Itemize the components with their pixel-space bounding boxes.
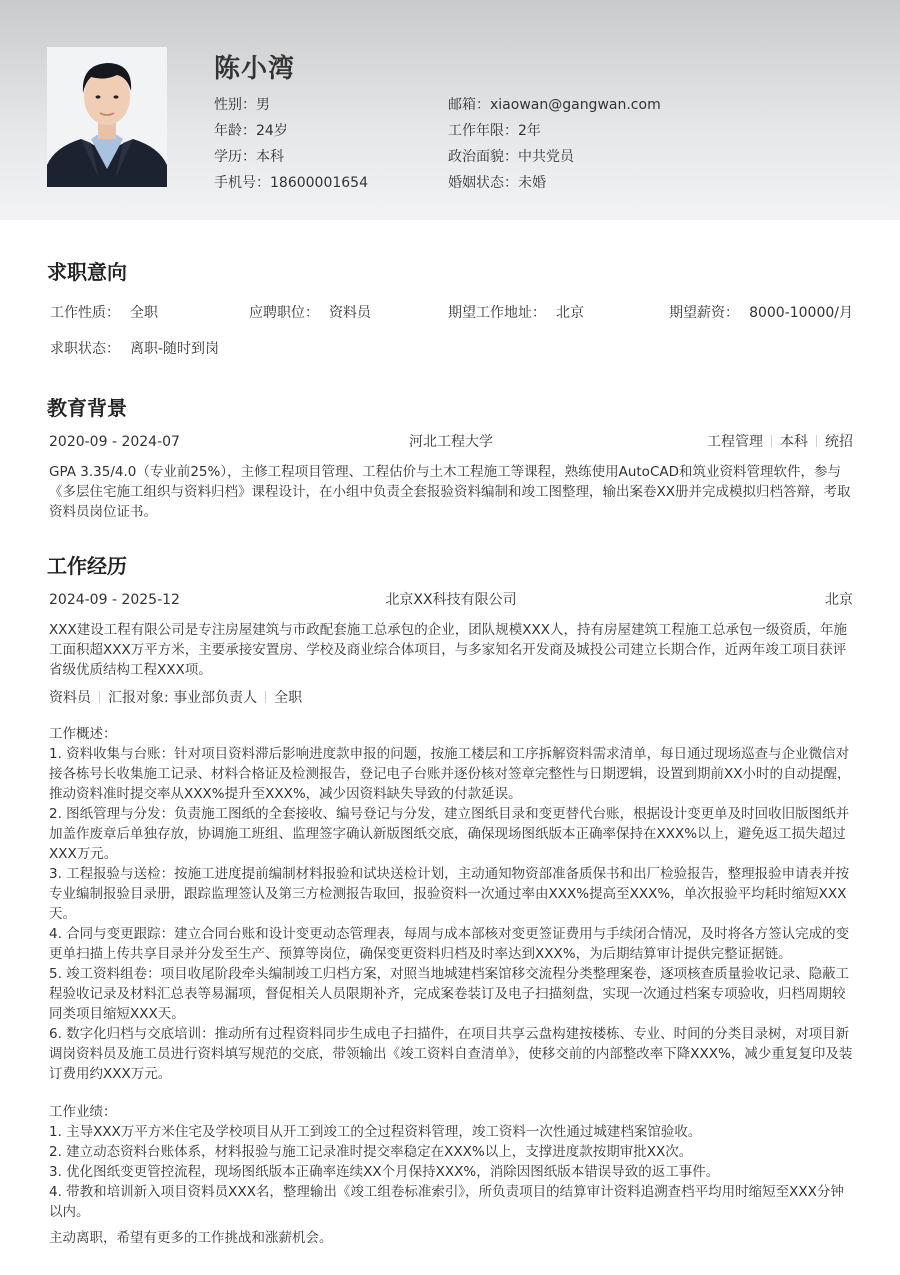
intent-location xyxy=(448,302,584,322)
section-title-intent: 求职意向 xyxy=(47,260,127,284)
info-value: 18600001654 xyxy=(270,175,368,191)
work-overview xyxy=(49,724,853,1084)
info-label: 工作年限： xyxy=(448,123,518,139)
info-label: 学历： xyxy=(214,149,256,165)
info-label: 年龄： xyxy=(214,123,256,139)
resume-header xyxy=(0,0,900,220)
intent-label: 期望工作地址： xyxy=(448,305,546,321)
info-label: 邮箱： xyxy=(448,97,490,113)
education-desc-text: GPA 3.35/4.0（专业前25%），主修工程项目管理、工程估价与土木工程施工等课程，熟练使用AutoCAD和筑业资料管理软件，参与《多层住宅施工组织与资料归档》课程设计，在小组中负责全套报验资料编制和竣工图整理，输出案卷XX册并完成模拟归档答辩，考取资料员岗位证书。 xyxy=(49,464,851,520)
work-type: 全职 xyxy=(274,690,303,706)
intent-value: 离职-随时到岗 xyxy=(130,341,220,357)
info-label: 手机号： xyxy=(214,175,270,191)
work-period: 2024-09 - 2025-12 xyxy=(49,592,180,608)
info-value: 本科 xyxy=(256,149,284,165)
info-gender xyxy=(214,92,368,118)
info-label: 政治面貌： xyxy=(448,149,518,165)
intent-label: 求职状态： xyxy=(50,341,120,357)
company-description xyxy=(49,620,853,680)
overview-item: 1. 资料收集与台账：针对项目资料滞后影响进度款申报的问题，按施工楼层和工序拆解资料需求清单，每日通过现场巡查与企业微信对接各栋号长收集施工记录、材料合格证及检测报告，登记电子台账并逐份核对签章完整性与日期逻辑，设置到期前XX小时的自动提醒，推动资料准时提交率从XXX%提升至XXX%，减少因资料缺失导致的付款延误。 xyxy=(49,746,851,802)
work-company: 北京XX科技有限公司 xyxy=(385,592,517,608)
education-tags xyxy=(707,432,853,452)
info-email xyxy=(448,92,661,118)
info-label: 性别： xyxy=(214,97,256,113)
divider xyxy=(771,435,772,447)
info-value: 2年 xyxy=(518,123,541,139)
info-age xyxy=(214,118,368,144)
intent-value: 全职 xyxy=(130,305,158,321)
education-major: 工程管理 xyxy=(707,434,763,450)
intent-label: 工作性质： xyxy=(50,305,120,321)
person-portrait-icon xyxy=(47,47,167,187)
info-marital xyxy=(448,170,661,196)
work-role-tags xyxy=(49,688,302,708)
intent-label: 应聘职位： xyxy=(249,305,319,321)
intent-job-type xyxy=(50,302,158,322)
education-enroll: 统招 xyxy=(825,434,853,450)
education-degree: 本科 xyxy=(780,434,808,450)
achievement-item: 2. 建立动态资料台账体系，材料报验与施工记录准时提交率稳定在XXX%以上，支撑进度款按期审批XX次。 xyxy=(49,1144,693,1160)
intent-position xyxy=(249,302,371,322)
info-phone xyxy=(214,170,368,196)
info-value: xiaowan@gangwan.com xyxy=(490,97,661,113)
basic-info-left xyxy=(214,92,368,196)
education-header-row xyxy=(49,432,853,452)
intent-status xyxy=(50,338,219,358)
divider xyxy=(816,435,817,447)
education-school: 河北工程大学 xyxy=(409,434,493,450)
work-header-row xyxy=(49,590,853,610)
overview-title: 工作概述： xyxy=(49,726,117,742)
leave-reason-text: 主动离职，希望有更多的工作挑战和涨薪机会。 xyxy=(49,1230,333,1246)
work-role: 资料员 xyxy=(49,690,91,706)
overview-item: 6. 数字化归档与交底培训：推动所有过程资料同步生成电子扫描件，在项目共享云盘构建按楼栋、专业、时间的分类目录树，对项目新调岗资料员及施工员进行资料填写规范的交底，带领输出《竣工资料自查清单》，使移交前的内部整改率下降XXX%，减少重复复印及装订费用约XXX万元。 xyxy=(49,1026,853,1082)
info-value: 男 xyxy=(256,97,270,113)
candidate-name: 陈小湾 xyxy=(214,54,296,84)
work-role-row xyxy=(49,688,853,708)
section-title-education: 教育背景 xyxy=(47,396,127,420)
achievements-title: 工作业绩： xyxy=(49,1104,117,1120)
info-value: 24岁 xyxy=(256,123,288,139)
achievement-item: 1. 主导XXX万平方米住宅及学校项目从开工到竣工的全过程资料管理，竣工资料一次性通过城建档案馆验收。 xyxy=(49,1124,702,1140)
info-value: 中共党员 xyxy=(518,149,574,165)
overview-item: 2. 图纸管理与分发：负责施工图纸的全套接收、编号登记与分发，建立图纸目录和变更替代台账，根据设计变更单及时回收旧版图纸并加盖作废章后单独存放，协调施工班组、监理签字确认新版图纸交底，确保现场图纸版本正确率保持在XXX%以上，避免返工损失超过XXX万元。 xyxy=(49,806,850,862)
intent-value: 资料员 xyxy=(329,305,371,321)
overview-item: 3. 工程报验与送检：按施工进度提前编制材料报验和试块送检计划，主动通知物资部准备质保书和出厂检验报告，整理报验申请表并按专业编制报验目录册，跟踪监理签认及第三方检测报告取回，报验资料一次通过率由XXX%提高至XXX%，单次报验平均耗时缩短XXX天。 xyxy=(49,866,850,922)
achievement-item: 3. 优化图纸变更管控流程，现场图纸版本正确率连续XX个月保持XXX%，消除因图纸版本错误导致的返工事件。 xyxy=(49,1164,720,1180)
education-description xyxy=(49,462,853,522)
info-political xyxy=(448,144,661,170)
profile-photo xyxy=(47,47,167,187)
overview-item: 4. 合同与变更跟踪：建立合同台账和设计变更动态管理表，每周与成本部核对变更签证费用与手续闭合情况，及时将各方签认完成的变更单扫描上传共享目录并分发至生产、预算等岗位，确保变更资料归档及时率达到XXX%，为后期结算审计提供完整证据链。 xyxy=(49,926,850,962)
info-value: 未婚 xyxy=(518,175,546,191)
info-work-years xyxy=(448,118,661,144)
work-report-to: 汇报对象: 事业部负责人 xyxy=(108,690,258,706)
intent-label: 期望薪资： xyxy=(669,305,740,321)
leave-reason xyxy=(49,1228,853,1248)
intent-salary xyxy=(669,302,853,322)
basic-info-right xyxy=(448,92,661,196)
section-title-work: 工作经历 xyxy=(47,554,127,578)
intent-value: 北京 xyxy=(556,305,584,321)
education-period: 2020-09 - 2024-07 xyxy=(49,434,180,450)
achievement-item: 4. 带教和培训新入项目资料员XXX名，整理输出《竣工组卷标准索引》，所负责项目的结算审计资料追溯查档平均用时缩短至XXX分钟以内。 xyxy=(49,1184,844,1220)
info-label: 婚姻状态： xyxy=(448,175,518,191)
intent-value: 8000-10000/月 xyxy=(749,305,853,321)
company-desc-text: XXX建设工程有限公司是专注房屋建筑与市政配套施工总承包的企业，团队规模XXX人，持有房屋建筑工程施工总承包一级资质，年施工面积超XXX万平方米，主要承接安置房、学校及商业综合体项目，与多家知名开发商及城投公司建立长期合作，近两年竣工项目获评省级优质结构工程XXX项。 xyxy=(49,622,847,678)
work-achievements xyxy=(49,1102,853,1222)
overview-item: 5. 竣工资料组卷：项目收尾阶段牵头编制竣工归档方案，对照当地城建档案馆移交流程分类整理案卷，逐项核查质量验收记录、隐蔽工程验收记录及材料汇总表等易漏项，督促相关人员限期补齐，完成案卷装订及电子扫描刻盘，实现一次通过档案专项验收，归档周期较同类项目缩短XXX天。 xyxy=(49,966,850,1022)
info-education xyxy=(214,144,368,170)
divider xyxy=(99,691,100,703)
work-city: 北京 xyxy=(825,592,853,608)
divider xyxy=(265,691,266,703)
